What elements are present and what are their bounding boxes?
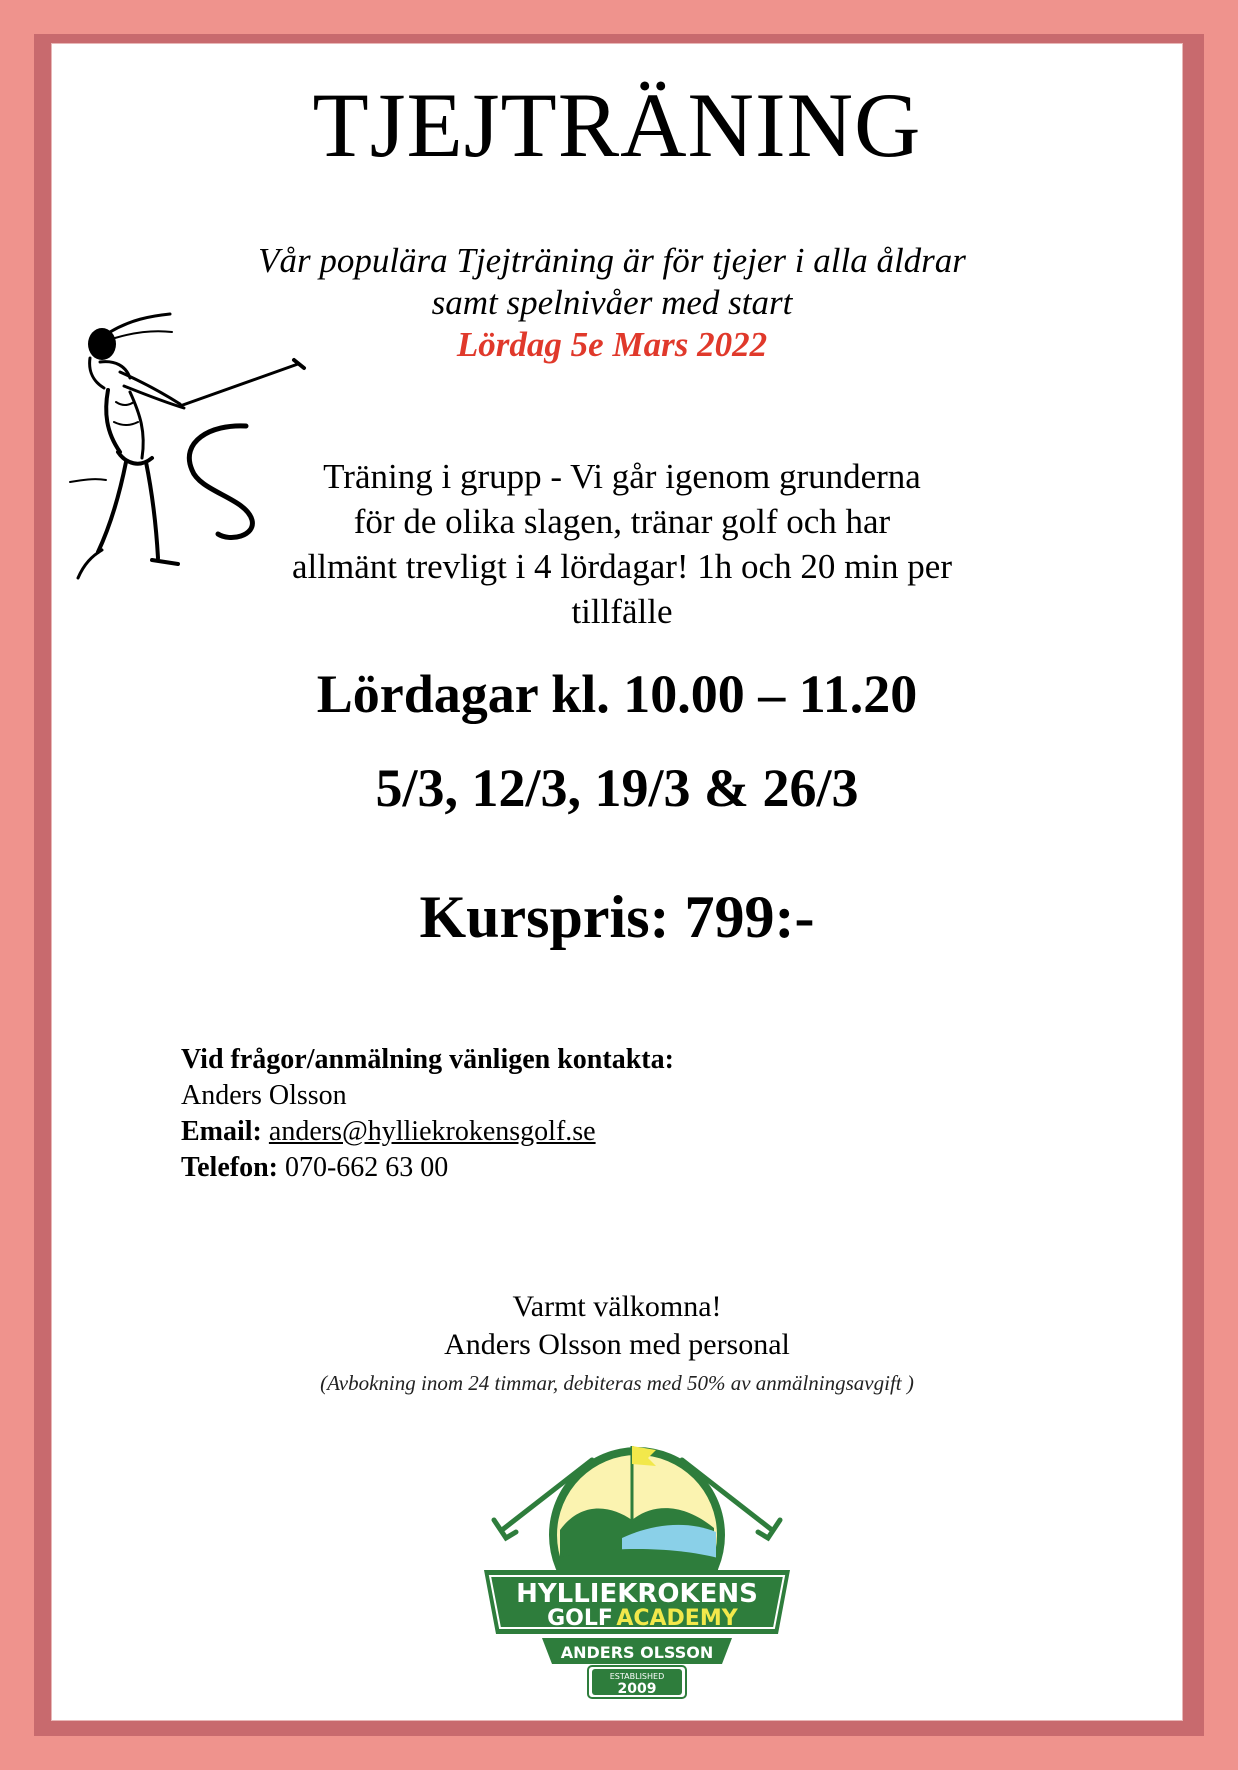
closing-text (52, 1288, 1182, 1364)
logo-year: 2009 (617, 1681, 657, 1697)
email-label: Email: (181, 1116, 262, 1147)
email-link[interactable]: anders@hylliekrokensgolf.se (268, 1116, 596, 1147)
flyer-page (52, 44, 1182, 1720)
contact-heading: Vid frågor/anmälning vänligen kontakta: (181, 1044, 674, 1075)
start-date: Lördag 5e Mars 2022 (456, 325, 768, 364)
logo-established: ESTABLISHED (609, 1672, 665, 1681)
description-line-2: för de olika slagen, tränar golf och har (353, 502, 891, 541)
contact-phone-row (181, 1150, 881, 1186)
logo-academy: ACADEMY (616, 1606, 738, 1631)
description-text (242, 454, 1002, 634)
phone-label: Telefon: (181, 1152, 278, 1183)
schedule-time: Lördagar kl. 10.00 – 11.20 (316, 664, 918, 724)
welcome-line: Varmt välkomna! (512, 1290, 722, 1323)
description-line-3: allmänt trevligt i 4 lördagar! 1h och 20 min per (292, 547, 952, 586)
contact-block (181, 1042, 881, 1186)
course-price: Kurspris: 799:- (419, 884, 815, 950)
contact-name: Anders Olsson (181, 1080, 347, 1111)
contact-email-row (181, 1114, 881, 1150)
intro-line-1: Vår populära Tjejträning är för tjejer i alla åldrar (258, 241, 966, 280)
intro-line-2: samt spelnivåer med start (431, 283, 793, 322)
logo-golf: GOLF (547, 1606, 613, 1631)
description-line-1: Träning i grupp - Vi går igenom grunderna (323, 457, 921, 496)
flyer-title: TJEJTRÄNING (312, 74, 922, 176)
cancellation-note: (Avbokning inom 24 timmar, debiteras med 50% av anmälningsavgift ) (320, 1371, 914, 1395)
phone-number: 070-662 63 00 (284, 1152, 449, 1183)
signature-line: Anders Olsson med personal (444, 1328, 790, 1361)
session-dates: 5/3, 12/3, 19/3 & 26/3 (375, 758, 859, 818)
logo-line-1: HYLLIEKROKENS (516, 1579, 758, 1609)
logo-banner: ANDERS OLSSON (560, 1643, 714, 1662)
golf-academy-logo (472, 1420, 802, 1700)
description-line-4: tillfälle (571, 592, 673, 631)
